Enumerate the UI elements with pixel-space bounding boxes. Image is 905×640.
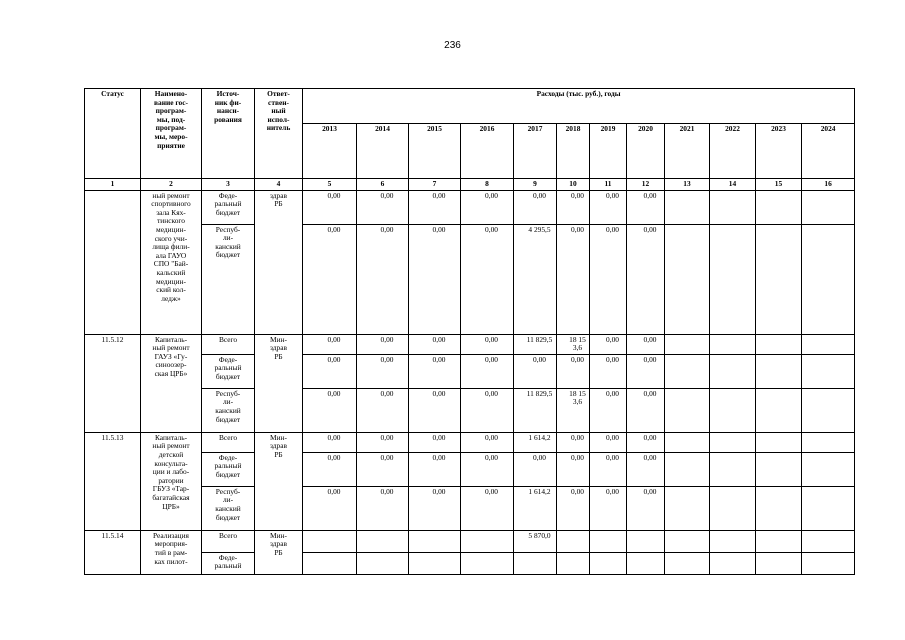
row-source: Всего bbox=[202, 432, 255, 452]
row-value-2013: 0,00 bbox=[303, 486, 357, 530]
row-value-2016: 0,00 bbox=[461, 334, 514, 354]
row-value-2013: 0,00 bbox=[303, 224, 357, 334]
row-value-2015: 0,00 bbox=[409, 486, 461, 530]
row-value-2016: 0,00 bbox=[461, 354, 514, 388]
row-value-2022 bbox=[710, 334, 756, 354]
row-value-2023 bbox=[756, 334, 802, 354]
row-value-2018: 0,00 bbox=[557, 224, 590, 334]
row-value-2017 bbox=[514, 552, 557, 574]
row-value-2013: 0,00 bbox=[303, 354, 357, 388]
row-executor: Мин- здрав РБ bbox=[255, 432, 303, 530]
column-number-4: 4 bbox=[255, 179, 303, 191]
column-number-15: 15 bbox=[756, 179, 802, 191]
column-numbers-row bbox=[85, 179, 855, 191]
row-value-2020: 0,00 bbox=[627, 224, 665, 334]
row-name: Реализация мероприя- тий в рам- ках пилот- bbox=[141, 530, 202, 574]
table-row bbox=[85, 334, 855, 354]
row-value-2013: 0,00 bbox=[303, 190, 357, 224]
row-value-2015 bbox=[409, 552, 461, 574]
row-value-2021 bbox=[665, 452, 710, 486]
row-value-2024 bbox=[802, 224, 855, 334]
row-value-2014: 0,00 bbox=[357, 354, 409, 388]
row-value-2021 bbox=[665, 432, 710, 452]
year-header-2018: 2018 bbox=[557, 124, 590, 179]
row-value-2019: 0,00 bbox=[590, 486, 627, 530]
row-value-2019: 0,00 bbox=[590, 452, 627, 486]
row-value-2018: 18 15 3,6 bbox=[557, 334, 590, 354]
row-value-2015: 0,00 bbox=[409, 224, 461, 334]
row-name: Капиталь- ный ремонт ГАУЗ «Гу- синоозер- ская ЦРБ» bbox=[141, 334, 202, 432]
row-value-2020: 0,00 bbox=[627, 354, 665, 388]
row-value-2013: 0,00 bbox=[303, 432, 357, 452]
year-header-2023: 2023 bbox=[756, 124, 802, 179]
row-value-2019: 0,00 bbox=[590, 334, 627, 354]
row-value-2018: 0,00 bbox=[557, 432, 590, 452]
row-value-2023 bbox=[756, 530, 802, 552]
row-value-2019: 0,00 bbox=[590, 224, 627, 334]
column-number-3: 3 bbox=[202, 179, 255, 191]
row-value-2014: 0,00 bbox=[357, 334, 409, 354]
row-value-2020: 0,00 bbox=[627, 432, 665, 452]
column-number-14: 14 bbox=[710, 179, 756, 191]
row-value-2018: 0,00 bbox=[557, 486, 590, 530]
row-value-2019 bbox=[590, 552, 627, 574]
row-value-2021 bbox=[665, 530, 710, 552]
table-row bbox=[85, 432, 855, 452]
row-value-2018: 0,00 bbox=[557, 354, 590, 388]
column-number-9: 9 bbox=[514, 179, 557, 191]
row-value-2016 bbox=[461, 552, 514, 574]
header-status: Статус bbox=[85, 89, 141, 179]
table-row bbox=[85, 530, 855, 552]
row-value-2020 bbox=[627, 552, 665, 574]
row-value-2015: 0,00 bbox=[409, 334, 461, 354]
row-source: Феде- ральный бюджет bbox=[202, 354, 255, 388]
row-value-2019 bbox=[590, 530, 627, 552]
row-value-2017: 0,00 bbox=[514, 190, 557, 224]
row-value-2020: 0,00 bbox=[627, 388, 665, 432]
row-value-2022 bbox=[710, 552, 756, 574]
row-value-2024 bbox=[802, 432, 855, 452]
row-value-2014 bbox=[357, 530, 409, 552]
row-value-2019: 0,00 bbox=[590, 354, 627, 388]
row-source: Респуб- ли- канский бюджет bbox=[202, 224, 255, 334]
column-number-12: 12 bbox=[627, 179, 665, 191]
row-value-2021 bbox=[665, 334, 710, 354]
row-name: ный ремонт спортивного зала Кях- тинского медицин- ского учи- лища фили- ала ГАУО СПО "Бай- кальский медицин- ский кол- ледж» bbox=[141, 190, 202, 334]
row-value-2016: 0,00 bbox=[461, 388, 514, 432]
row-value-2022 bbox=[710, 354, 756, 388]
year-header-2016: 2016 bbox=[461, 124, 514, 179]
row-status: 11.5.12 bbox=[85, 334, 141, 432]
row-value-2018 bbox=[557, 552, 590, 574]
row-value-2013: 0,00 bbox=[303, 334, 357, 354]
row-value-2017: 1 614,2 bbox=[514, 432, 557, 452]
row-value-2013: 0,00 bbox=[303, 452, 357, 486]
row-status bbox=[85, 190, 141, 334]
row-source: Респуб- ли- канский бюджет bbox=[202, 486, 255, 530]
row-value-2023 bbox=[756, 224, 802, 334]
row-value-2015: 0,00 bbox=[409, 354, 461, 388]
row-value-2022 bbox=[710, 388, 756, 432]
row-value-2023 bbox=[756, 552, 802, 574]
row-source: Феде- ральный бюджет bbox=[202, 452, 255, 486]
year-header-2020: 2020 bbox=[627, 124, 665, 179]
row-value-2018: 18 15 3,6 bbox=[557, 388, 590, 432]
row-value-2013 bbox=[303, 530, 357, 552]
row-value-2021 bbox=[665, 224, 710, 334]
row-value-2013: 0,00 bbox=[303, 388, 357, 432]
row-value-2023 bbox=[756, 354, 802, 388]
row-value-2024 bbox=[802, 190, 855, 224]
row-value-2024 bbox=[802, 452, 855, 486]
row-value-2023 bbox=[756, 452, 802, 486]
row-value-2024 bbox=[802, 334, 855, 354]
column-number-13: 13 bbox=[665, 179, 710, 191]
table-header bbox=[85, 89, 855, 191]
column-number-11: 11 bbox=[590, 179, 627, 191]
row-value-2023 bbox=[756, 388, 802, 432]
row-value-2020 bbox=[627, 530, 665, 552]
row-value-2017: 0,00 bbox=[514, 452, 557, 486]
header-expenses: Расходы (тыс. руб.), годы bbox=[303, 89, 855, 124]
row-name: Капиталь- ный ремонт детской консульта- ции и лабо- ратории ГБУЗ «Тар- багатайская ЦРБ» bbox=[141, 432, 202, 530]
row-value-2018: 0,00 bbox=[557, 190, 590, 224]
year-header-2021: 2021 bbox=[665, 124, 710, 179]
row-value-2014 bbox=[357, 552, 409, 574]
row-value-2020: 0,00 bbox=[627, 190, 665, 224]
row-value-2017: 11 829,5 bbox=[514, 388, 557, 432]
row-source: Респуб- ли- канский бюджет bbox=[202, 388, 255, 432]
budget-table bbox=[84, 88, 855, 575]
page-number: 236 bbox=[444, 40, 461, 51]
row-value-2018: 0,00 bbox=[557, 452, 590, 486]
row-value-2017: 0,00 bbox=[514, 354, 557, 388]
row-status: 11.5.14 bbox=[85, 530, 141, 574]
row-value-2014: 0,00 bbox=[357, 486, 409, 530]
column-number-1: 1 bbox=[85, 179, 141, 191]
year-header-2013: 2013 bbox=[303, 124, 357, 179]
row-executor: Мин- здрав РБ bbox=[255, 530, 303, 574]
column-number-16: 16 bbox=[802, 179, 855, 191]
table-body bbox=[85, 190, 855, 574]
header-name: Наимено- вание гос- програм- мы, под- програм- мы, меро- приятие bbox=[141, 89, 202, 179]
row-value-2015: 0,00 bbox=[409, 388, 461, 432]
row-value-2021 bbox=[665, 190, 710, 224]
row-value-2023 bbox=[756, 432, 802, 452]
header-executor: Ответ- ствен- ный испол- нитель bbox=[255, 89, 303, 179]
row-value-2017: 1 614,2 bbox=[514, 486, 557, 530]
column-number-8: 8 bbox=[461, 179, 514, 191]
row-value-2017: 5 870,0 bbox=[514, 530, 557, 552]
row-value-2020: 0,00 bbox=[627, 334, 665, 354]
row-value-2022 bbox=[710, 530, 756, 552]
row-value-2014: 0,00 bbox=[357, 432, 409, 452]
row-value-2014: 0,00 bbox=[357, 224, 409, 334]
row-value-2024 bbox=[802, 354, 855, 388]
row-value-2016: 0,00 bbox=[461, 190, 514, 224]
row-value-2024 bbox=[802, 552, 855, 574]
row-value-2016 bbox=[461, 530, 514, 552]
year-header-2022: 2022 bbox=[710, 124, 756, 179]
row-value-2022 bbox=[710, 190, 756, 224]
column-number-6: 6 bbox=[357, 179, 409, 191]
row-status: 11.5.13 bbox=[85, 432, 141, 530]
row-source: Феде- ральный bbox=[202, 552, 255, 574]
row-value-2022 bbox=[710, 452, 756, 486]
row-source: Феде- ральный бюджет bbox=[202, 190, 255, 224]
row-value-2019: 0,00 bbox=[590, 388, 627, 432]
row-value-2015: 0,00 bbox=[409, 432, 461, 452]
row-value-2013 bbox=[303, 552, 357, 574]
row-value-2024 bbox=[802, 388, 855, 432]
row-value-2023 bbox=[756, 190, 802, 224]
year-header-2014: 2014 bbox=[357, 124, 409, 179]
row-value-2021 bbox=[665, 354, 710, 388]
row-executor: здрав РБ bbox=[255, 190, 303, 334]
table-row bbox=[85, 190, 855, 224]
column-number-5: 5 bbox=[303, 179, 357, 191]
row-value-2018 bbox=[557, 530, 590, 552]
row-value-2022 bbox=[710, 432, 756, 452]
row-value-2019: 0,00 bbox=[590, 190, 627, 224]
row-source: Всего bbox=[202, 530, 255, 552]
row-value-2021 bbox=[665, 552, 710, 574]
row-value-2021 bbox=[665, 486, 710, 530]
row-value-2015: 0,00 bbox=[409, 190, 461, 224]
row-value-2014: 0,00 bbox=[357, 190, 409, 224]
row-value-2016: 0,00 bbox=[461, 432, 514, 452]
row-value-2023 bbox=[756, 486, 802, 530]
row-value-2016: 0,00 bbox=[461, 224, 514, 334]
row-value-2021 bbox=[665, 388, 710, 432]
row-value-2022 bbox=[710, 224, 756, 334]
row-value-2020: 0,00 bbox=[627, 486, 665, 530]
column-number-7: 7 bbox=[409, 179, 461, 191]
row-value-2017: 4 295,5 bbox=[514, 224, 557, 334]
year-header-2017: 2017 bbox=[514, 124, 557, 179]
row-value-2019: 0,00 bbox=[590, 432, 627, 452]
row-value-2016: 0,00 bbox=[461, 452, 514, 486]
row-value-2014: 0,00 bbox=[357, 388, 409, 432]
row-value-2020: 0,00 bbox=[627, 452, 665, 486]
column-number-10: 10 bbox=[557, 179, 590, 191]
row-value-2014: 0,00 bbox=[357, 452, 409, 486]
header-source: Источ- ник фи- нанси- рования bbox=[202, 89, 255, 179]
row-executor: Мин- здрав РБ bbox=[255, 334, 303, 432]
row-value-2016: 0,00 bbox=[461, 486, 514, 530]
row-value-2022 bbox=[710, 486, 756, 530]
year-header-2015: 2015 bbox=[409, 124, 461, 179]
year-header-2024: 2024 bbox=[802, 124, 855, 179]
column-number-2: 2 bbox=[141, 179, 202, 191]
row-value-2024 bbox=[802, 486, 855, 530]
row-value-2015 bbox=[409, 530, 461, 552]
year-header-2019: 2019 bbox=[590, 124, 627, 179]
row-source: Всего bbox=[202, 334, 255, 354]
row-value-2024 bbox=[802, 530, 855, 552]
row-value-2017: 11 829,5 bbox=[514, 334, 557, 354]
row-value-2015: 0,00 bbox=[409, 452, 461, 486]
